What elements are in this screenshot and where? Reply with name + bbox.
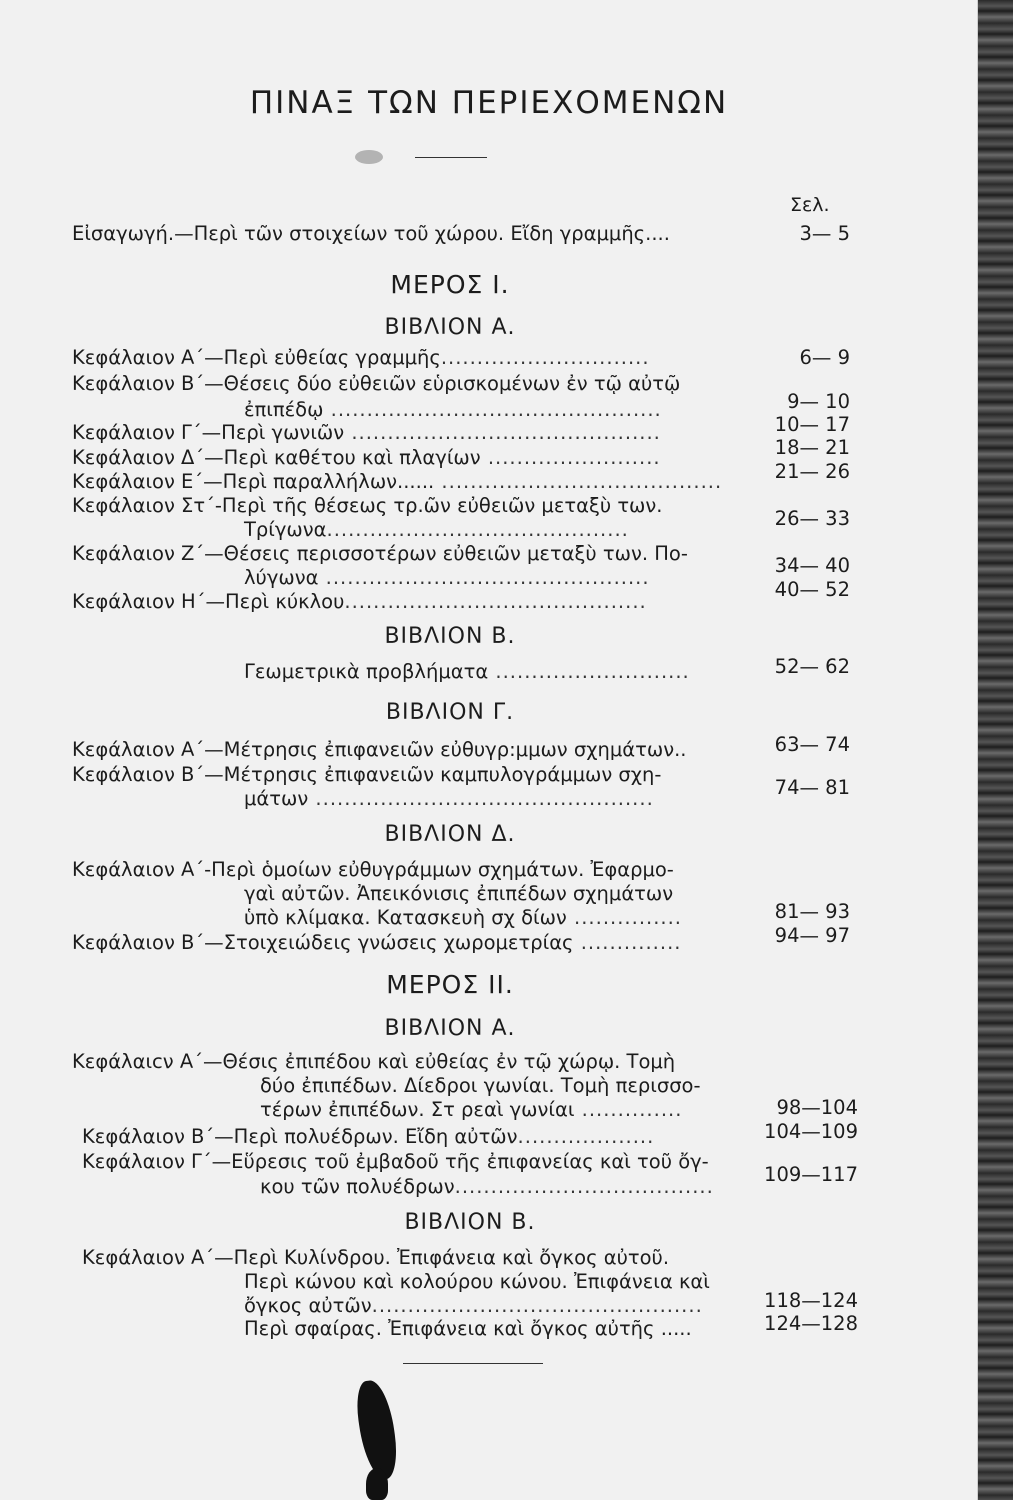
toc-entry-cont: ὑπὸ κλίμακα. Κατασκευὴ σχ δίων ............... bbox=[244, 906, 683, 929]
toc-pages: 94— 97 bbox=[774, 924, 850, 947]
toc-pages: 26— 33 bbox=[774, 507, 850, 530]
toc-entry-cont: γαὶ αὐτῶν. Ἀπεικόνισις ἐπιπέδων σχημάτων bbox=[244, 882, 674, 905]
toc-pages: 10— 17 bbox=[774, 413, 850, 436]
toc-entry-cont: λύγωνα ............................................. bbox=[244, 566, 650, 589]
toc-pages: 109—117 bbox=[764, 1163, 858, 1186]
toc-entry-cont: ἐπιπέδῳ .............................................. bbox=[244, 398, 662, 421]
toc-entry: Κεφάλαιον Α΄—Περὶ εὐθείας γραμμῆς............................. bbox=[72, 346, 650, 369]
toc-pages: 124—128 bbox=[764, 1312, 858, 1335]
toc-entry: Κεφάλαιον Ζ΄—Θέσεις περισσοτέρων εὐθειῶν μεταξὺ των. Πο- bbox=[72, 542, 688, 565]
toc-entry: Κεφάλαιον Ε΄—Περὶ παραλλήλων...... ....................................... bbox=[72, 470, 723, 493]
toc-pages: 34— 40 bbox=[774, 554, 850, 577]
toc-entry-cont: μάτων ............................................... bbox=[244, 787, 654, 810]
footer-rule bbox=[403, 1363, 543, 1364]
toc-entry: Κεφάλαιον Β΄—Μέτρησις ἐπιφανειῶν καμπυλογράμμων σχη- bbox=[72, 763, 662, 786]
toc-pages: 18— 21 bbox=[774, 436, 850, 459]
intro-entry: Εἰσαγωγή.—Περὶ τῶν στοιχείων τοῦ χώρου. Εἴδη γραμμῆς.... bbox=[72, 222, 670, 245]
toc-pages: 63— 74 bbox=[774, 733, 850, 756]
book-spine-edge bbox=[978, 0, 1013, 1500]
toc-entry: Κεφάλαιον Η΄—Περὶ κύκλου.......................................... bbox=[72, 590, 647, 613]
ink-smudge bbox=[355, 150, 383, 164]
toc-pages: 21— 26 bbox=[774, 460, 850, 483]
toc-entry-cont: δύο ἐπιπέδων. Δίεδροι γωνίαι. Τομὴ περισσο- bbox=[260, 1074, 701, 1097]
toc-pages: 74— 81 bbox=[774, 776, 850, 799]
page-title: ΠΙΝΑΞ ΤΩΝ ΠΕΡΙΕΧΟΜΕΝΩΝ bbox=[249, 85, 729, 121]
toc-pages: 81— 93 bbox=[774, 900, 850, 923]
toc-entry-cont: Τρίγωνα.......................................... bbox=[244, 518, 629, 541]
toc-entry: Κεφάλαιον Γ΄—Εὕρεσις τοῦ ἐμβαδοῦ τῆς ἐπιφανείας καὶ τοῦ ὄγ- bbox=[82, 1150, 709, 1173]
toc-entry: Κεφάλαιον Α΄-Περὶ ὁμοίων εὐθυγράμμων σχημάτων. Ἐφαρμο- bbox=[72, 858, 674, 881]
toc-entry: Κεφάλαιον Γ΄—Περὶ γωνιῶν ........................................... bbox=[72, 421, 661, 444]
toc-entry: Κεφάλαιον Α΄—Μέτρησις ἐπιφανειῶν εὐθυγρ:μμων σχημάτων.. bbox=[72, 738, 687, 761]
toc-entry: Κεφάλαιον Δ΄—Περὶ καθέτου καὶ πλαγίων ........................ bbox=[72, 446, 661, 469]
ink-blot bbox=[353, 1378, 401, 1482]
toc-pages: 40— 52 bbox=[774, 578, 850, 601]
toc-pages: 9— 10 bbox=[787, 390, 850, 413]
toc-entry: Κεφάλαιcν Α΄—Θέσις ἐπιπέδου καὶ εὐθείας ἐν τῷ χώρῳ. Τομὴ bbox=[72, 1050, 676, 1073]
part-1-heading: ΜΕΡΟΣ Ι. bbox=[390, 270, 510, 299]
toc-entry: Κεφάλαιον Β΄—Περὶ πολυέδρων. Εἴδη αὐτῶν................... bbox=[82, 1125, 655, 1148]
book-1b-heading: ΒΙΒΛΙΟΝ Β. bbox=[384, 624, 516, 649]
ink-blot bbox=[366, 1468, 388, 1500]
toc-entry: Γεωμετρικὰ προβλήματα ........................... bbox=[244, 660, 690, 683]
toc-entry: Περὶ σφαίρας. Ἐπιφάνεια καὶ ὄγκος αὐτῆς ..... bbox=[244, 1317, 692, 1340]
book-2b-heading: ΒΙΒΛΙΟΝ Β. bbox=[404, 1210, 536, 1235]
toc-entry: Κεφάλαιον Α΄—Περὶ Κυλίνδρου. Ἐπιφάνεια καὶ ὄγκος αὐτοῦ. bbox=[82, 1246, 670, 1269]
title-rule bbox=[415, 157, 487, 158]
toc-entry-cont: ὄγκος αὐτῶν.............................................. bbox=[244, 1294, 703, 1317]
toc-entry: Κεφάλαιον Β΄—Στοιχειώδεις γνώσεις χωρομετρίας .............. bbox=[72, 931, 682, 954]
toc-entry-cont: τέρων ἐπιπέδων. Στ ρεαὶ γωνίαι .............. bbox=[260, 1098, 683, 1121]
toc-pages: 98—104 bbox=[776, 1096, 858, 1119]
part-2-heading: ΜΕΡΟΣ ΙΙ. bbox=[386, 970, 514, 999]
toc-pages: 6— 9 bbox=[799, 346, 850, 369]
toc-entry: Κεφάλαιον Β΄—Θέσεις δύο εὐθειῶν εὑρισκομένων ἐν τῷ αὐτῷ bbox=[72, 372, 681, 395]
toc-entry-cont: κου τῶν πολυέδρων.................................... bbox=[260, 1175, 714, 1198]
toc-pages: 104—109 bbox=[764, 1120, 858, 1143]
toc-pages: 118—124 bbox=[764, 1289, 858, 1312]
book-1a-heading: ΒΙΒΛΙΟΝ Α. bbox=[384, 315, 516, 340]
book-2a-heading: ΒΙΒΛΙΟΝ Α. bbox=[384, 1016, 516, 1041]
toc-entry: Κεφάλαιον Στ΄-Περὶ τῆς θέσεως τρ.ῶν εὐθειῶν μεταξὺ των. bbox=[72, 494, 663, 517]
page-column-label: Σελ. bbox=[790, 194, 830, 216]
toc-entry-cont: Περὶ κώνου καὶ κολούρου κώνου. Ἐπιφάνεια καὶ bbox=[244, 1270, 710, 1293]
intro-pages: 3— 5 bbox=[799, 222, 850, 245]
book-1c-heading: ΒΙΒΛΙΟΝ Γ. bbox=[385, 700, 515, 725]
book-1d-heading: ΒΙΒΛΙΟΝ Δ. bbox=[384, 822, 516, 847]
toc-pages: 52— 62 bbox=[774, 655, 850, 678]
